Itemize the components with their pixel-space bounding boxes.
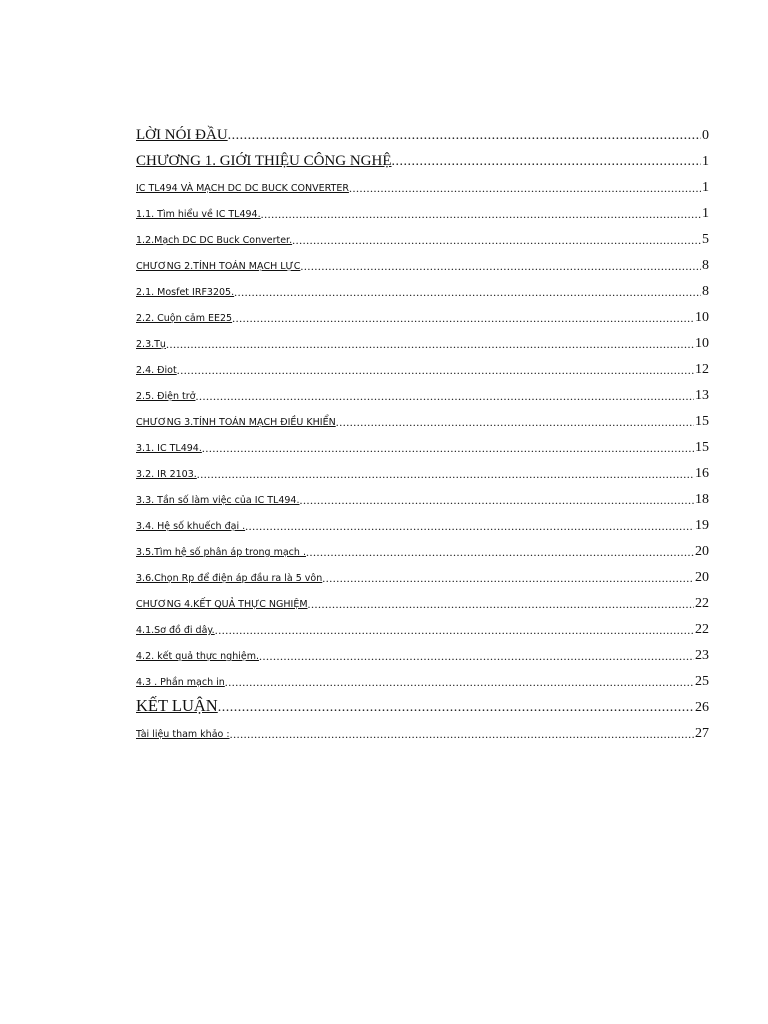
toc-entry-title[interactable]: 1.2.Mạch DC DC Buck Converter. <box>136 235 293 246</box>
toc-entry-title[interactable]: 1.1. Tìm hiểu về IC TL494. <box>136 209 261 220</box>
toc-entry[interactable] <box>136 664 709 690</box>
toc-entry-page: 1 <box>702 206 709 221</box>
toc-leader-dots <box>349 181 701 196</box>
toc-entry-page: 1 <box>702 154 709 169</box>
toc-entry[interactable] <box>136 118 709 144</box>
toc-entry[interactable] <box>136 508 709 534</box>
toc-leader-dots <box>230 727 694 742</box>
toc-entry-page: 0 <box>702 128 709 143</box>
toc-entry-title[interactable]: CHƯƠNG 1. GIỚI THIỆU CÔNG NGHỆ <box>136 153 392 169</box>
toc-entry-page: 10 <box>695 336 709 351</box>
toc-leader-dots <box>177 363 694 378</box>
toc-entry[interactable] <box>136 586 709 612</box>
toc-entry-title[interactable]: 4.2. kết quả thực nghiệm. <box>136 651 259 662</box>
toc-entry-title[interactable]: 3.2. IR 2103. <box>136 469 197 480</box>
toc-entry[interactable] <box>136 456 709 482</box>
toc-entry-page: 25 <box>695 674 709 689</box>
toc-leader-dots <box>195 389 694 404</box>
toc-leader-dots <box>225 675 694 690</box>
toc-entry-title[interactable]: IC TL494 VÀ MẠCH DC DC BUCK CONVERTER <box>136 183 349 194</box>
toc-entry-page: 15 <box>695 440 709 455</box>
toc-entry-page: 26 <box>695 700 709 715</box>
toc-entry-title[interactable]: 2.5. Điện trở <box>136 391 196 402</box>
toc-entry[interactable] <box>136 170 709 196</box>
toc-leader-dots <box>218 700 694 716</box>
toc-entry-title[interactable]: 3.4. Hệ số khuếch đại . <box>136 521 246 532</box>
toc-entry-title[interactable]: 2.1. Mosfet IRF3205. <box>136 287 235 298</box>
toc-entry[interactable] <box>136 430 709 456</box>
toc-entry[interactable] <box>136 352 709 378</box>
toc-entry[interactable] <box>136 612 709 638</box>
toc-leader-dots <box>202 441 694 456</box>
toc-entry-title[interactable]: CHƯƠNG 3.TÍNH TOÁN MẠCH ĐIỀU KHIỂN <box>136 417 336 428</box>
toc-entry-title[interactable]: 4.3 . Phần mạch in <box>136 677 225 688</box>
toc-leader-dots <box>292 233 701 248</box>
toc-leader-dots <box>336 415 694 430</box>
toc-entry-page: 27 <box>695 726 709 741</box>
toc-leader-dots <box>306 545 694 560</box>
toc-entry-title[interactable]: 3.3. Tần số làm việc của IC TL494. <box>136 495 300 506</box>
toc-entry-title[interactable]: CHƯƠNG 4.KẾT QUẢ THỰC NGHIỆM <box>136 599 308 610</box>
toc-entry[interactable] <box>136 274 709 300</box>
toc-leader-dots <box>215 623 694 638</box>
toc-entry-page: 18 <box>695 492 709 507</box>
toc-entry-title[interactable]: 3.6.Chọn Rp để điện áp đầu ra là 5 vôn <box>136 573 323 584</box>
toc-leader-dots <box>232 311 694 326</box>
toc-entry-page: 5 <box>702 232 709 247</box>
toc-leader-dots <box>197 467 694 482</box>
toc-entry-title[interactable]: 4.1.Sơ đồ đi dây. <box>136 625 215 636</box>
toc-leader-dots <box>234 285 701 300</box>
toc-entry-title[interactable]: KẾT LUẬN <box>136 696 218 715</box>
toc-entry-page: 13 <box>695 388 709 403</box>
toc-entry-title[interactable]: 2.2. Cuộn cảm EE25 <box>136 313 233 324</box>
toc-entry[interactable] <box>136 378 709 404</box>
toc-leader-dots <box>308 597 694 612</box>
toc-entry-page: 10 <box>695 310 709 325</box>
toc-entry[interactable] <box>136 638 709 664</box>
toc-entry[interactable] <box>136 690 709 716</box>
toc-entry[interactable] <box>136 716 709 742</box>
toc-leader-dots <box>392 154 701 170</box>
toc-entry[interactable] <box>136 196 709 222</box>
toc-entry-page: 8 <box>702 284 709 299</box>
toc-entry-title[interactable]: 3.5.Tìm hệ số phân áp trong mạch . <box>136 547 306 558</box>
toc-entry-page: 22 <box>695 596 709 611</box>
toc-entry-page: 12 <box>695 362 709 377</box>
toc-entry[interactable] <box>136 482 709 508</box>
toc-entry-title[interactable]: CHƯƠNG 2.TÍNH TOÁN MẠCH LỰC <box>136 261 301 272</box>
toc-entry[interactable] <box>136 326 709 352</box>
toc-leader-dots <box>299 493 694 508</box>
toc-entry[interactable] <box>136 300 709 326</box>
toc-entry[interactable] <box>136 560 709 586</box>
toc-leader-dots <box>300 259 701 274</box>
toc-entry[interactable] <box>136 222 709 248</box>
toc-entry-title[interactable]: 2.3.Tụ <box>136 339 166 350</box>
toc-entry-title[interactable]: Tài liệu tham khảo : <box>136 729 230 740</box>
toc-entry-page: 8 <box>702 258 709 273</box>
toc-leader-dots <box>261 207 701 222</box>
toc-entry-title[interactable]: LỜI NÓI ĐẦU <box>136 127 228 143</box>
toc-entry-page: 20 <box>695 570 709 585</box>
table-of-contents <box>136 118 709 742</box>
toc-leader-dots <box>322 571 694 586</box>
toc-entry-page: 1 <box>702 180 709 195</box>
toc-entry-page: 15 <box>695 414 709 429</box>
toc-entry[interactable] <box>136 144 709 170</box>
toc-leader-dots <box>259 649 694 664</box>
toc-entry[interactable] <box>136 404 709 430</box>
toc-entry[interactable] <box>136 534 709 560</box>
toc-entry-page: 19 <box>695 518 709 533</box>
toc-entry-page: 16 <box>695 466 709 481</box>
toc-entry-title[interactable]: 3.1. IC TL494. <box>136 443 202 454</box>
toc-entry-page: 22 <box>695 622 709 637</box>
toc-entry-page: 20 <box>695 544 709 559</box>
toc-entry[interactable] <box>136 248 709 274</box>
toc-leader-dots <box>245 519 694 534</box>
toc-entry-title[interactable]: 2.4. Điot <box>136 365 177 376</box>
toc-leader-dots <box>166 337 694 352</box>
toc-entry-page: 23 <box>695 648 709 663</box>
toc-leader-dots <box>228 128 701 144</box>
